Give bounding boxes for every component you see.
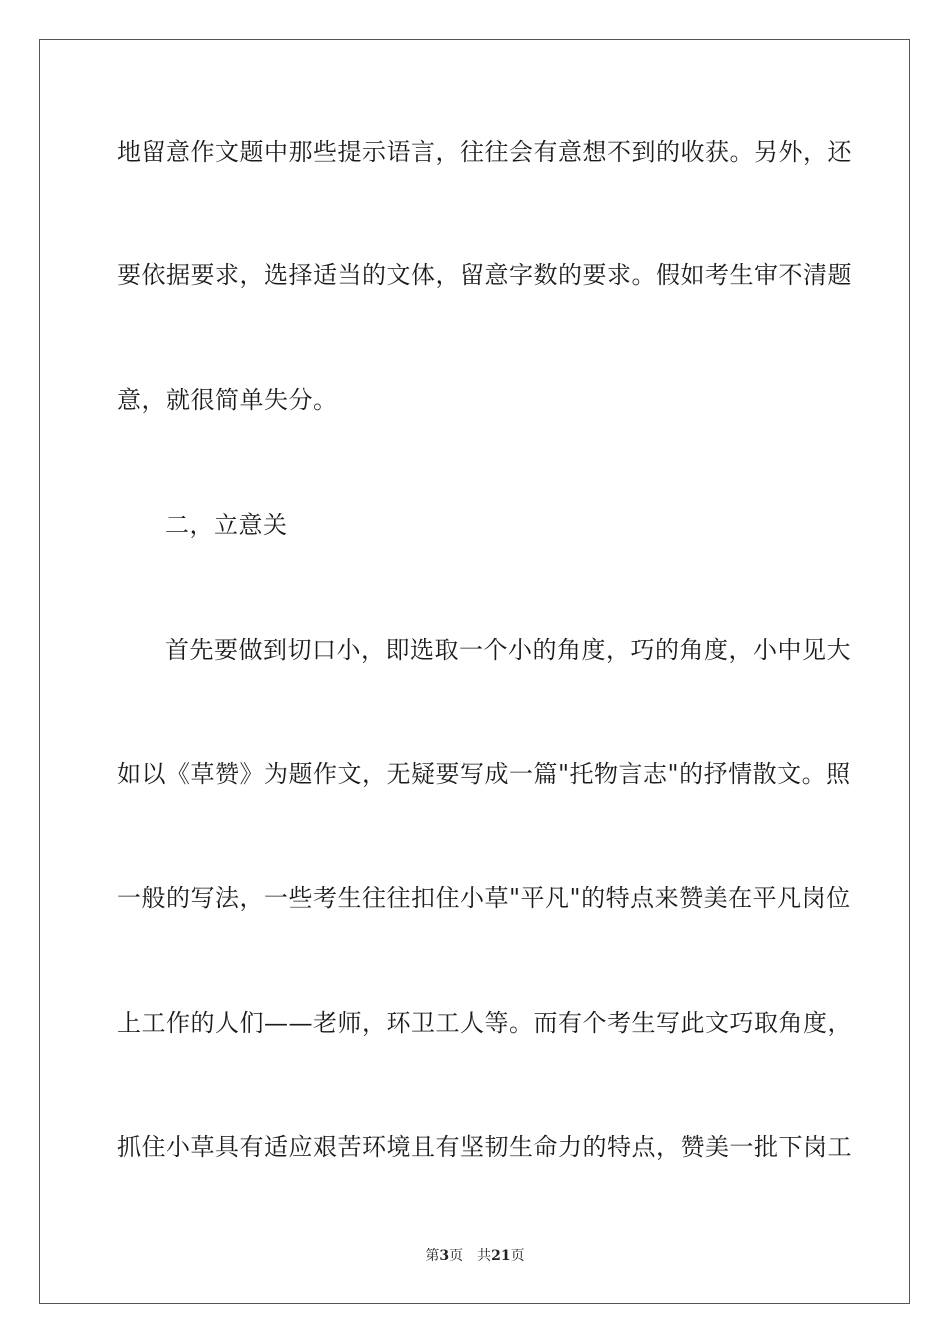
footer-total-suffix: 页	[510, 1248, 525, 1264]
body-text-line: 要依据要求，选择适当的文体，留意字数的要求。假如考生审不清题	[117, 261, 852, 289]
body-text-line: 首先要做到切口小，即选取一个小的角度，巧的角度，小中见大	[165, 636, 851, 664]
body-text-line: 一般的写法，一些考生往往扣住小草"平凡"的特点来赞美在平凡岗位	[117, 884, 851, 912]
current-page-number: 3	[439, 1248, 450, 1264]
footer-page-suffix: 页	[449, 1248, 464, 1264]
body-text-line: 抓住小草具有适应艰苦环境且有坚韧生命力的特点，赞美一批下岗工	[117, 1133, 852, 1161]
total-pages-number: 21	[491, 1248, 511, 1264]
body-text-line: 上工作的人们——老师，环卫工人等。而有个考生写此文巧取角度，	[117, 1009, 852, 1037]
body-text-line: 地留意作文题中那些提示语言，往往会有意想不到的收获。另外，还	[117, 138, 852, 166]
page-border	[39, 39, 910, 1304]
footer-total-prefix: 共	[477, 1248, 492, 1264]
body-text-line: 如以《草赞》为题作文，无疑要写成一篇"托物言志"的抒情散文。照	[117, 760, 851, 788]
page-footer	[0, 1247, 950, 1265]
body-text-line: 意，就很简单失分。	[117, 386, 338, 414]
footer-prefix: 第	[425, 1248, 440, 1264]
section-heading: 二，立意关	[165, 511, 288, 539]
